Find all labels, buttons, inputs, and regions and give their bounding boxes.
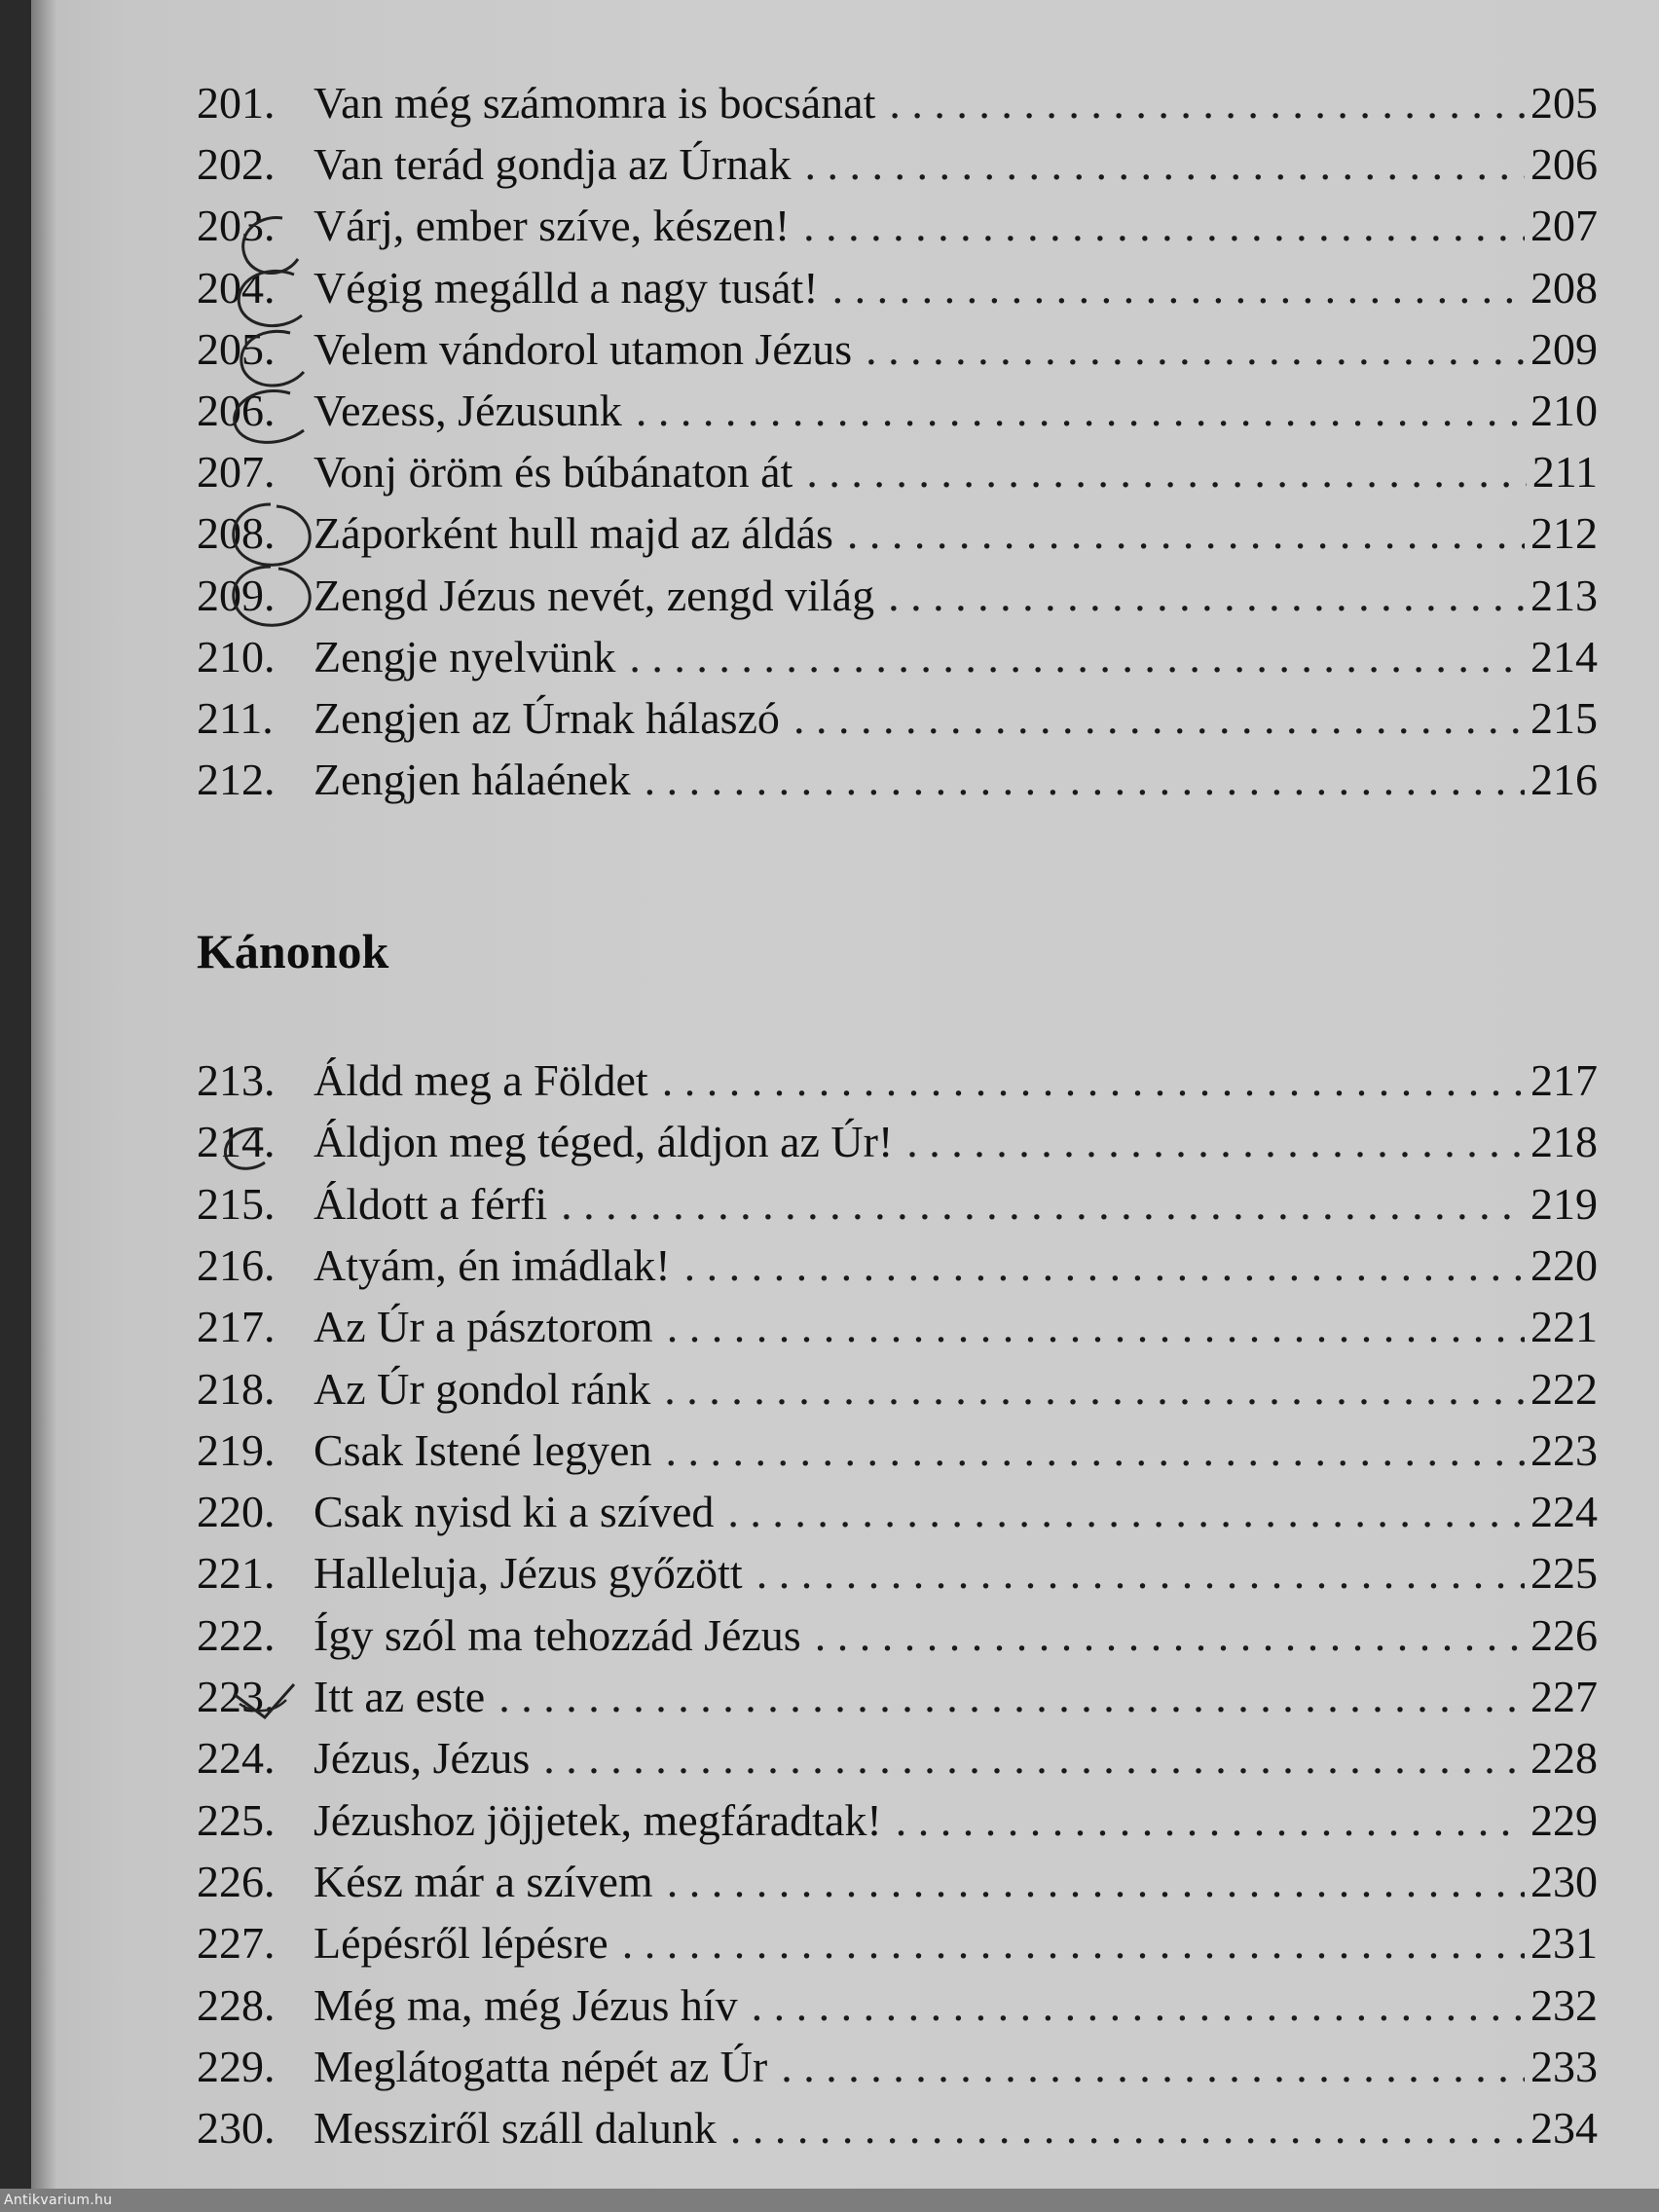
entry-number: 204. bbox=[197, 262, 276, 313]
entry-number: 209. bbox=[197, 570, 276, 620]
toc-entry bbox=[31, 259, 1659, 317]
entry-title-line bbox=[313, 1421, 1598, 1480]
entry-title: Így szól ma tehozzád Jézus bbox=[313, 1609, 801, 1660]
entry-title-line bbox=[313, 1853, 1598, 1911]
entry-title-line bbox=[313, 320, 1598, 379]
entry-title-line bbox=[313, 1914, 1598, 1972]
entry-title: Áldjon meg téged, áldjon az Úr! bbox=[313, 1117, 894, 1167]
toc-entry bbox=[31, 1175, 1659, 1234]
entry-title-line bbox=[313, 2038, 1598, 2096]
entry-page-number: 230 bbox=[1530, 1856, 1598, 1906]
toc-entry bbox=[31, 443, 1659, 501]
entry-title-line bbox=[313, 1791, 1598, 1850]
entry-number: 226. bbox=[197, 1856, 276, 1906]
toc-entry bbox=[31, 1976, 1659, 2035]
entry-number: 206. bbox=[197, 386, 276, 435]
entry-title-line bbox=[313, 1606, 1598, 1665]
entry-title-line bbox=[313, 382, 1598, 440]
entry-title-line bbox=[313, 1051, 1598, 1110]
entry-title: Záporként hull majd az áldás bbox=[313, 508, 833, 559]
entry-title: Zengje nyelvünk bbox=[313, 631, 616, 682]
dot-leader bbox=[815, 1606, 1525, 1665]
entry-page-number: 207 bbox=[1530, 201, 1598, 251]
entry-page-number: 221 bbox=[1530, 1302, 1598, 1352]
entry-number: 221. bbox=[197, 1548, 276, 1599]
entry-title-line bbox=[313, 1483, 1598, 1541]
entry-number: 218. bbox=[197, 1363, 276, 1414]
entry-number: 217. bbox=[197, 1302, 276, 1352]
entry-page-number: 214 bbox=[1530, 631, 1598, 682]
scan-bottom-strip bbox=[0, 2189, 1659, 2212]
toc-entry bbox=[31, 1791, 1659, 1850]
entry-title: Áldd meg a Földet bbox=[313, 1055, 648, 1105]
entry-number: 202. bbox=[197, 139, 276, 190]
dot-leader bbox=[543, 1729, 1525, 1788]
entry-page-number: 224 bbox=[1530, 1487, 1598, 1537]
entry-title: Zengd Jézus nevét, zengd világ bbox=[313, 570, 875, 620]
entry-number: 220. bbox=[197, 1487, 276, 1537]
dot-leader bbox=[561, 1175, 1525, 1234]
entry-title-line bbox=[313, 504, 1598, 563]
dot-leader bbox=[888, 567, 1525, 625]
toc-entry bbox=[31, 197, 1659, 255]
dot-leader bbox=[636, 382, 1525, 440]
entry-number: 219. bbox=[197, 1424, 276, 1475]
toc-entry bbox=[31, 1051, 1659, 1110]
entry-title: Halleluja, Jézus győzött bbox=[313, 1548, 743, 1599]
entry-title-line bbox=[313, 628, 1598, 686]
entry-title: Áldott a férfi bbox=[313, 1178, 548, 1229]
entry-title: Vezess, Jézusunk bbox=[313, 386, 622, 435]
toc-entry bbox=[31, 1668, 1659, 1726]
entry-number: 228. bbox=[197, 1979, 276, 2030]
entry-page-number: 205 bbox=[1530, 78, 1598, 128]
entry-title-line bbox=[313, 135, 1598, 194]
dot-leader bbox=[896, 1791, 1525, 1850]
entry-number: 215. bbox=[197, 1178, 276, 1229]
entry-page-number: 227 bbox=[1530, 1672, 1598, 1721]
toc-entry bbox=[31, 1914, 1659, 1972]
entry-page-number: 209 bbox=[1530, 323, 1598, 374]
entry-number: 210. bbox=[197, 631, 276, 682]
entry-title-line bbox=[313, 1544, 1598, 1603]
dot-leader bbox=[664, 1360, 1525, 1419]
entry-title: Zengjen az Úrnak hálaszó bbox=[313, 693, 780, 743]
entry-title-line bbox=[313, 443, 1598, 501]
entry-page-number: 232 bbox=[1530, 1979, 1598, 2030]
dot-leader bbox=[752, 1976, 1525, 2035]
dot-leader bbox=[730, 2099, 1525, 2157]
entry-title: Itt az este bbox=[313, 1672, 486, 1721]
entry-title: Végig megálld a nagy tusát! bbox=[313, 262, 819, 313]
entry-page-number: 216 bbox=[1530, 755, 1598, 805]
toc-entry bbox=[31, 2038, 1659, 2096]
dot-leader bbox=[781, 2038, 1525, 2096]
entry-number: 225. bbox=[197, 1794, 276, 1845]
entry-title: Messziről száll dalunk bbox=[313, 2103, 717, 2154]
entry-title-line bbox=[313, 2099, 1598, 2157]
toc-entry bbox=[31, 135, 1659, 194]
dot-leader bbox=[847, 504, 1525, 563]
toc-entry bbox=[31, 567, 1659, 625]
dot-leader bbox=[622, 1914, 1525, 1972]
entry-page-number: 210 bbox=[1530, 386, 1598, 435]
entry-title: Vonj öröm és búbánaton át bbox=[313, 447, 793, 498]
entry-title: Velem vándorol utamon Jézus bbox=[313, 323, 853, 374]
book-page bbox=[31, 0, 1659, 2189]
entry-number: 203. bbox=[197, 201, 276, 251]
entry-title: Van még számomra is bocsánat bbox=[313, 78, 876, 128]
entry-title: Az Úr gondol ránk bbox=[313, 1363, 651, 1414]
toc-entry bbox=[31, 382, 1659, 440]
toc-entry bbox=[31, 1298, 1659, 1356]
dot-leader bbox=[832, 259, 1525, 317]
entry-page-number: 211 bbox=[1531, 447, 1598, 498]
entry-title-line bbox=[313, 1360, 1598, 1419]
dot-leader bbox=[727, 1483, 1525, 1541]
dot-leader bbox=[793, 689, 1525, 748]
toc-entry bbox=[31, 2099, 1659, 2157]
entry-title-line bbox=[313, 1668, 1598, 1726]
entry-page-number: 231 bbox=[1530, 1918, 1598, 1969]
entry-title-line bbox=[313, 1976, 1598, 2035]
entry-title: Zengjen hálaének bbox=[313, 755, 631, 805]
entry-title-line bbox=[313, 197, 1598, 255]
entry-title: Meglátogatta népét az Úr bbox=[313, 2041, 768, 2091]
dot-leader bbox=[662, 1051, 1525, 1110]
entry-title-line bbox=[313, 1236, 1598, 1295]
dot-leader bbox=[645, 751, 1525, 809]
entry-title-line bbox=[313, 751, 1598, 809]
watermark-text: Antikvarium.hu bbox=[4, 2193, 113, 2208]
dot-leader bbox=[866, 320, 1525, 379]
dot-leader bbox=[629, 628, 1525, 686]
toc-entry bbox=[31, 628, 1659, 686]
toc-entry bbox=[31, 689, 1659, 748]
dot-leader bbox=[684, 1236, 1525, 1295]
section-heading-kanonok: Kánonok bbox=[197, 924, 389, 978]
dot-leader bbox=[906, 1113, 1525, 1171]
entry-number: 205. bbox=[197, 323, 276, 374]
dot-leader bbox=[667, 1853, 1525, 1911]
entry-page-number: 218 bbox=[1530, 1117, 1598, 1167]
entry-title-line bbox=[313, 1729, 1598, 1788]
entry-page-number: 225 bbox=[1530, 1548, 1598, 1599]
entry-title: Kész már a szívem bbox=[313, 1856, 653, 1906]
toc-entry bbox=[31, 320, 1659, 379]
dot-leader bbox=[667, 1298, 1525, 1356]
entry-title: Atyám, én imádlak! bbox=[313, 1239, 671, 1290]
entry-title-line bbox=[313, 1298, 1598, 1356]
entry-title-line bbox=[313, 259, 1598, 317]
entry-title: Csak Istené legyen bbox=[313, 1424, 652, 1475]
entry-title: Várj, ember szíve, készen! bbox=[313, 201, 791, 251]
entry-number: 224. bbox=[197, 1733, 276, 1784]
entry-title: Csak nyisd ki a szíved bbox=[313, 1487, 715, 1537]
entry-page-number: 228 bbox=[1530, 1733, 1598, 1784]
entry-page-number: 229 bbox=[1530, 1794, 1598, 1845]
entry-title-line bbox=[313, 1175, 1598, 1234]
entry-page-number: 223 bbox=[1530, 1424, 1598, 1475]
entry-title-line bbox=[313, 1113, 1598, 1171]
dot-leader bbox=[803, 197, 1525, 255]
entry-number: 201. bbox=[197, 78, 276, 128]
entry-page-number: 222 bbox=[1530, 1363, 1598, 1414]
entry-number: 211. bbox=[197, 693, 274, 743]
entry-page-number: 219 bbox=[1530, 1178, 1598, 1229]
toc-entry bbox=[31, 1360, 1659, 1419]
entry-page-number: 220 bbox=[1530, 1239, 1598, 1290]
entry-page-number: 226 bbox=[1530, 1609, 1598, 1660]
entry-page-number: 212 bbox=[1530, 508, 1598, 559]
entry-page-number: 215 bbox=[1530, 693, 1598, 743]
toc-entry bbox=[31, 1483, 1659, 1541]
entry-number: 208. bbox=[197, 508, 276, 559]
entry-number: 223. bbox=[197, 1672, 276, 1721]
toc-entry bbox=[31, 1113, 1659, 1171]
toc-entry bbox=[31, 1544, 1659, 1603]
dot-leader bbox=[665, 1421, 1525, 1480]
entry-page-number: 217 bbox=[1530, 1055, 1598, 1105]
entry-page-number: 206 bbox=[1530, 139, 1598, 190]
toc-entry bbox=[31, 1729, 1659, 1788]
entry-title-line bbox=[313, 689, 1598, 748]
entry-page-number: 233 bbox=[1530, 2041, 1598, 2091]
toc-entry bbox=[31, 1236, 1659, 1295]
entry-page-number: 213 bbox=[1530, 570, 1598, 620]
entry-number: 227. bbox=[197, 1918, 276, 1969]
entry-title: Jézushoz jöjjetek, megfáradtak! bbox=[313, 1794, 882, 1845]
dot-leader bbox=[756, 1544, 1525, 1603]
entry-title-line bbox=[313, 567, 1598, 625]
dot-leader bbox=[889, 74, 1525, 132]
entry-number: 213. bbox=[197, 1055, 276, 1105]
entry-title: Van terád gondja az Úrnak bbox=[313, 139, 792, 190]
entry-number: 214. bbox=[197, 1117, 276, 1167]
entry-title: Lépésről lépésre bbox=[313, 1918, 608, 1969]
entry-title: Még ma, még Jézus hív bbox=[313, 1979, 738, 2030]
entry-title: Jézus, Jézus bbox=[313, 1733, 531, 1784]
entry-number: 230. bbox=[197, 2103, 276, 2154]
toc-entry bbox=[31, 1606, 1659, 1665]
entry-title-line bbox=[313, 74, 1598, 132]
toc-entry bbox=[31, 1421, 1659, 1480]
entry-page-number: 234 bbox=[1530, 2103, 1598, 2154]
toc-entry bbox=[31, 751, 1659, 809]
dot-leader bbox=[806, 443, 1526, 501]
entry-number: 207. bbox=[197, 447, 276, 498]
entry-number: 229. bbox=[197, 2041, 276, 2091]
toc-entry bbox=[31, 1853, 1659, 1911]
entry-number: 212. bbox=[197, 755, 276, 805]
entry-title: Az Úr a pásztorom bbox=[313, 1302, 653, 1352]
entry-number: 216. bbox=[197, 1239, 276, 1290]
entry-number: 222. bbox=[197, 1609, 276, 1660]
dot-leader bbox=[498, 1668, 1525, 1726]
toc-entry bbox=[31, 74, 1659, 132]
dot-leader bbox=[804, 135, 1525, 194]
toc-entry bbox=[31, 504, 1659, 563]
entry-page-number: 208 bbox=[1530, 262, 1598, 313]
